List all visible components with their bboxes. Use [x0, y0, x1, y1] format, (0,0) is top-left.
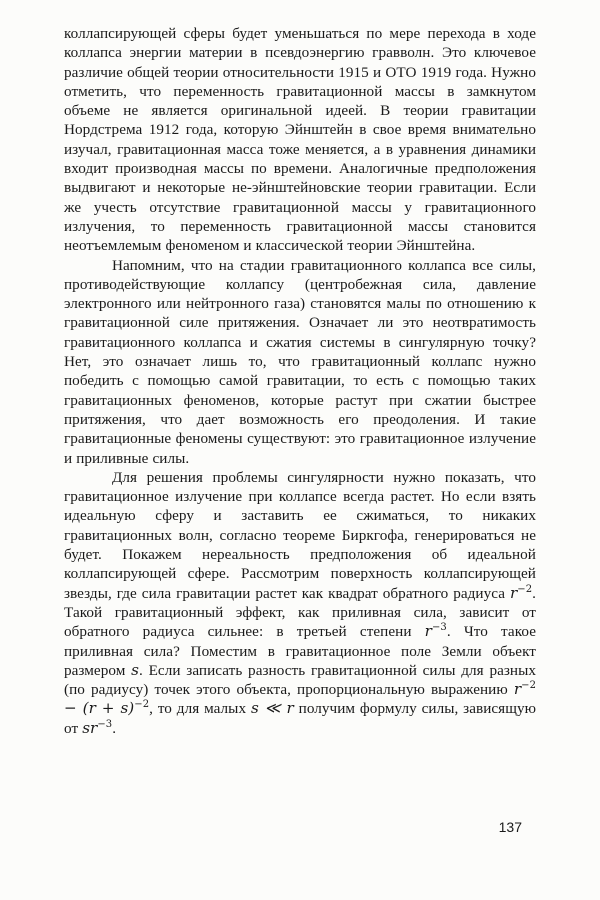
p3-text-3: . Что такое приливная сила? Поместим в гравитационное поле Земли объект размером [64, 623, 536, 679]
formula-tidal-force: $sr^{-3}$ [82, 718, 113, 737]
p3-text-4: . Если записать разность гравитационной силы для разных (по радиусу) точек этого объекта, пропорциональную выражению [64, 661, 536, 699]
formula-object-size: s [131, 660, 139, 679]
formula-small-s: s ≪ r [250, 699, 294, 718]
p3-text-5: , то для малых [149, 700, 251, 718]
paragraph-3 [64, 468, 536, 738]
formula-inverse-square: $r^{-2}$ [509, 583, 533, 602]
page-number: 137 [498, 819, 522, 835]
p3-text-1: Для решения проблемы сингулярности нужно показать, что гравитационное излучение при коллапсе всегда растет. Но если взять идеальную сферу и заставить ее сжиматься, то никаких гравитационных волн, согласно теореме Биркгофа, генерироваться не будет. Покажем нереальность предположения об идеальной коллапсирующей сфере. Рассмотрим поверхность коллапсирующей звезды, где сила гравитации растет как квадрат обратного радиуса [64, 468, 536, 602]
paragraph-2: Напомним, что на стадии гравитационного коллапса все силы, противодействующие коллапсу (центробежная сила, давление электронного или нейтронного газа) становятся малы по отношению к гравитационной силе притяжения. Означает ли это неотвратимость гравитационного коллапса и сжатия системы в сингулярную точку? Нет, это означает лишь то, что гравитационный коллапс нужно победить с помощью самой гравитации, то есть с помощью таких гравитационных феноменов, которые растут при сжатии быстрее притяжения, что дает возможность его преодоления. И такие гравитационные феномены существуют: это гравитационное излучение и приливные силы. [64, 256, 536, 467]
p3-text-7: . [112, 719, 117, 737]
formula-tidal-difference: $r^{-2} - (r + s)^{-2}$ [64, 680, 536, 718]
paragraph-1: коллапсирующей сферы будет уменьшаться по мере перехода в ходе коллапса энергии материи в псевдоэнергию гравволн. Это ключевое различие общей теории относительности 1915 и ОТО 1919 года. Нужно отметить, что переменность гравитационной массы в замкнутом объеме не является оригинальной идеей. В теории гравитации Нордстрема 1912 года, которую Эйнштейн в свое время внимательно изучал, гравитационная масса тоже меняется, а в уравнения динамики входит производная массы по времени. Аналогичные предположения выдвигают и некоторые не-эйнштейновские теории гравитации. Если же учесть отсутствие гравитационной массы у гравитационного излучения, то переменность гравитационной массы становится неотъемлемым феноменом и классической теории Эйнштейна. [64, 25, 536, 255]
p3-text-6: получим формулу силы, зависящую от [64, 700, 536, 737]
p3-text-2: . Такой гравитационный эффект, как приливная сила, зависит от обратного радиуса сильнее: в третьей степени [64, 584, 536, 641]
formula-inverse-cube: $r^{-3}$ [424, 622, 447, 641]
